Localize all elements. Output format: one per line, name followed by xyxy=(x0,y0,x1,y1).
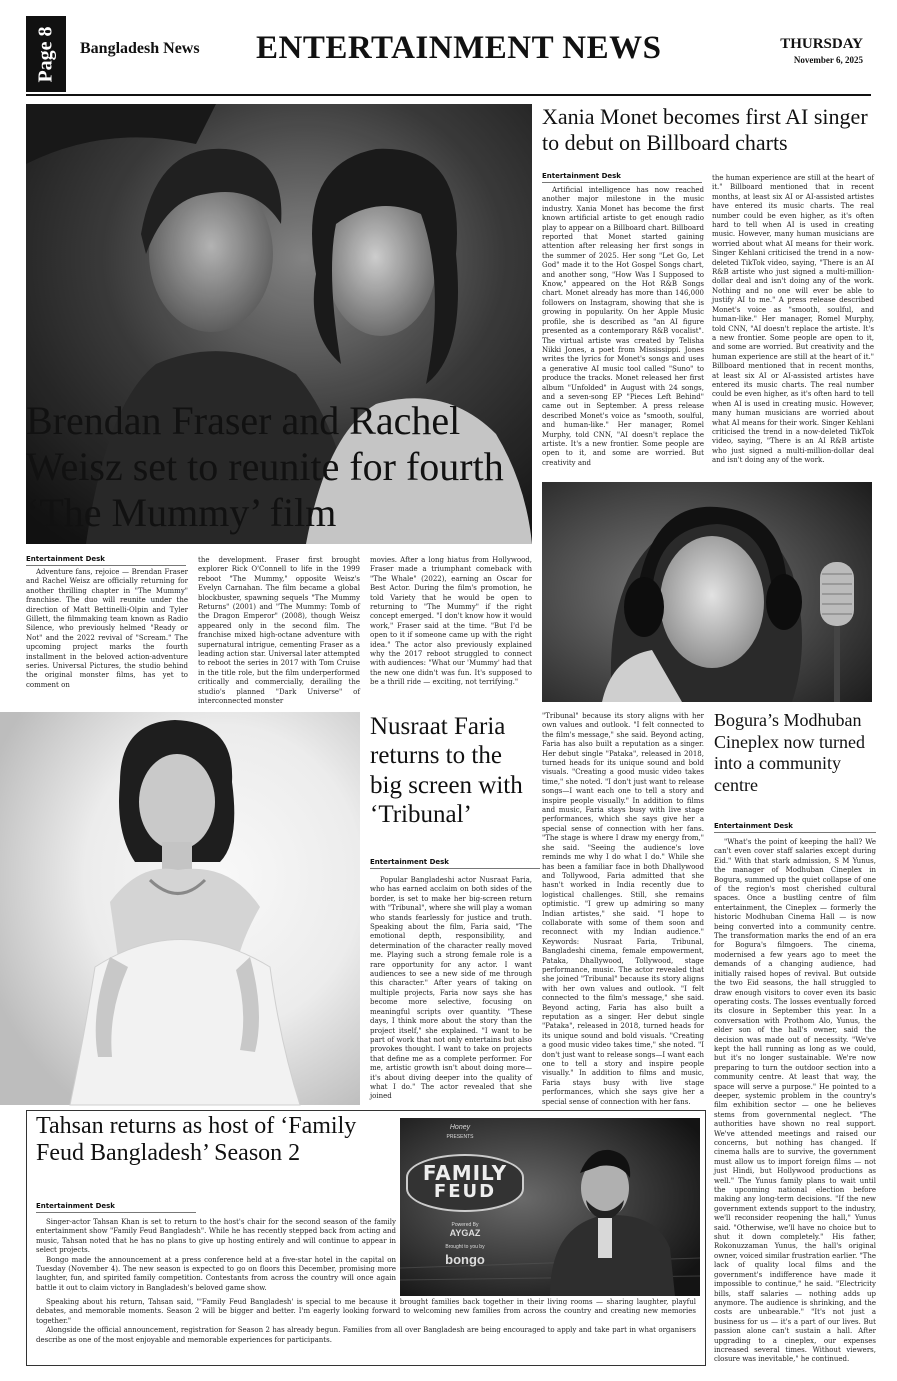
nusraat-col-2-text: "Tribunal" because its story aligns with her own values and outlook. "I felt connected to the film's message," she said. Beyond acting, Faria has also built a reputation as a singer. Her debut single "Pataka", released in 2018, turned heads for its unique sound and bold visuals. "Creating a good music video takes time," she noted. "I don't just want to release songs—I want each one to tell a story and inspire people visually." In addition to films and music, Faria stays busy with live stage performances, which she says give her a special sense of connection with her fans. "The stage is where I draw my energy from," she said. "Seeing the audience's love reminds me why I do what I do." While she has been a familiar face in both Dhallywood and Tollywood, Faria admitted that she hasn't worked in India recently due to logistical challenges. Still, she remains optimistic. "I grew up admiring so many Indian artistes," she said. "I hope to collaborate with some of them soon and reconnect with my Indian audience." Keywords: Nusraat Faria, Tribunal, Bangladeshi cinema, female empowerment, Pataka, Dhallywood, Tollywood, stage performance, music. The actor revealed that she joined "Tribunal" because its story aligns with her own values and outlook. "I felt connected to the film's message," she said. Beyond acting, Faria has also built a reputation as a singer. Her debut single "Pataka", released in 2018, turned heads for its unique sound and bold visuals. "Creating a good music video takes time," she noted. "I don't just want to release songs—I want each one to tell a story and inspire people visually." In addition to films and music, Faria stays busy with live stage performances, which she says give her a special sense of connection with her fans. xyxy=(542,712,704,1106)
poster-powered: Powered By xyxy=(451,1222,479,1228)
nusraat-headline: Nusraat Faria returns to the big screen with ‘Tribunal’ xyxy=(370,713,523,828)
tahsan-p3: Speaking about his return, Tahsan said, "'Family Feud Bangladesh' is special to me because it brought families back together in their living rooms — sharing laughter, playful debates, and memorable moments. Season 2 will be bigger and better. I'm eagerly looking forward to welcoming new families from across the country and creating new memories together." xyxy=(36,1298,696,1325)
xania-col-1-text: Artificial intelligence has now reached another major milestone in the music industry. Xania Monet has become the first known artificial artiste to get enough radio play to appear on a Billboard chart. Billboard reported that Monet started gaining attention after releasing her first songs in the summer of 2025. Her song "Let Go, Let God" made it to the Hot Gospel Songs chart, and another song, "How Was I Supposed to Know," appeared on the Hot R&B Songs chart. Monet already has more than 146,000 followers on Instagram, showing that she is growing in popularity. On her Apple Music profile, she is described as "an AI figure presented as a contemporary R&B vocalist". The virtual artiste was created by Telisha Nikki Jones, a poet from Mississippi. Jones writes the lyrics for Monet's songs and uses a generative AI music tool called "Suno" to produce the tracks. Monet released her first album "Unfolded" in August with 24 songs, and a seven-song EP "Pieces Left Behind" came out in September. A press release described Monet's voice as "smooth, soulful, and human-like." Her manager, Romel Murphy, told CNN, "AI doesn't replace the artiste. It's a new frontier. Some people are open to it, and some are worried. But creativity and xyxy=(542,186,704,467)
mummy-col-1 xyxy=(26,568,188,702)
tahsan-desk: Entertainment Desk xyxy=(36,1202,115,1210)
poster-sponsor: Honey xyxy=(449,1124,471,1131)
page-number-tab xyxy=(26,16,66,92)
issue-date: November 6, 2025 xyxy=(793,55,863,65)
bogura-desk: Entertainment Desk xyxy=(714,822,793,830)
nusraat-photo-image xyxy=(0,712,360,1105)
section-title: ENTERTAINMENT NEWS xyxy=(256,30,662,66)
bogura-body xyxy=(714,838,876,1364)
xania-desk: Entertainment Desk xyxy=(542,172,621,180)
xania-col-1 xyxy=(542,186,704,478)
mummy-desk-line xyxy=(26,555,186,566)
page-label: Page 8 xyxy=(34,25,57,83)
bogura-headline: Bogura’s Modhuban Cineplex now turned into a community centre xyxy=(714,710,865,795)
masthead-rule xyxy=(26,94,871,96)
nusraat-desk-line xyxy=(370,858,540,869)
tahsan-p1: Singer-actor Tahsan Khan is set to return to the host's chair for the second season of the family entertainment show "Family Feud Bangladesh". While he has recently stepped back from acting and music, Tahsan noted that he has no plans to give up hosting entirely and will continue to appear in select projects. xyxy=(36,1218,396,1255)
poster-logo xyxy=(406,1154,524,1212)
nusraat-col-1-text: Popular Bangladeshi actor Nusraat Faria, who has earned acclaim on both sides of the border, is set to make her big-screen return with "Tribunal", where she will play a woman who stands fearlessly for justice and truth. Speaking about the film, Faria said, "The emotional depth, responsibility, and determination of the character really moved me. Playing such a strong female role is a rare opportunity for any actor. I want audiences to see a new side of me through this character." After years of taking on multiple projects, Faria now says she has become more selective, focusing on meaningful scripts over quantity. "These days, I think more about the story than the project itself," she explained. "I want to be part of work that not only entertains but also provokes thought. I want to take on projects that define me as a complete performer. For me, artistic growth isn't about doing more—it's about diving deeper into the quality of what I do." The actor revealed that she joined xyxy=(370,876,532,1101)
poster-logo-line2: FEUD xyxy=(433,1181,497,1202)
poster-logo-line1: FAMILY xyxy=(422,1161,508,1185)
xania-desk-line xyxy=(542,172,702,183)
family-feud-poster xyxy=(400,1118,700,1296)
nusraat-col-2 xyxy=(542,712,704,1106)
poster-powered-brand: AYGAZ xyxy=(449,1228,481,1238)
xania-col-2-text: the human experience are still at the heart of it." Billboard mentioned that in recent months, at least six AI or AI-assisted artistes have entered its music charts. The real number could be even higher, as it's often hard to tell when AI is used in creating music. However, many human musicians are worried about what AI means for their work. Singer Kehlani criticised the trend in a now-deleted TikTok video, saying, "There is an AI R&B artiste who just signed a multi-million-dollar deal and isn't doing any of the work. Nothing and no one will ever be able to justify AI to me." A press release described Monet's voice as "smooth, soulful, and human-like." Her manager, Romel Murphy, told CNN, "AI doesn't replace the artiste. It's a new frontier. Some people are open to it, and some are worried. But creativity and the human experience are still at the heart of it." Billboard mentioned that in recent months, at least six AI or AI-assisted artistes have entered its music charts. The real number could be even higher, as it's often hard to tell when AI is used in creating music. However, many human musicians are worried about what AI means for their work. Singer Kehlani criticised the trend in a now-deleted TikTok video, saying, "There is an AI R&B artiste who just signed a multi-million-dollar deal and isn't doing any of the work. xyxy=(712,174,874,465)
newspaper-name: Bangladesh News xyxy=(80,40,200,57)
poster-presents: PRESENTS xyxy=(446,1134,474,1140)
nusraat-desk: Entertainment Desk xyxy=(370,858,449,866)
poster-brought: Brought to you by xyxy=(445,1244,485,1250)
tahsan-desk-line xyxy=(36,1202,196,1213)
poster-brand: bongo xyxy=(445,1252,485,1267)
bogura-body-text: "What's the point of keeping the hall? We can't even cover staff salaries except during Eid." With that stark admission, S M Yunus, the manager of Modhuban Cineplex in Bogura, summed up the quiet collapse of one of the region's most cherished cultural spaces. Once a bustling centre of film entertainment, the Cineplex — formerly the historic Modhuban Cinema Hall — is now being converted into a community centre. The transformation marks the end of an era for Bogura's filmgoers. The cinema, modernised a few years ago to meet the demands of a changing audience, had initially raised hopes of revival. But outside the two Eid seasons, the hall struggled to draw enough visitors to cover even its basic operating costs. The losses eventually forced its closure in September this year. In a conversation with Prothom Alo, Yunus, the elder son of the hall's owner, said the decision was made out of necessity. "We've kept the hall running as long as we could, but it's no longer sustainable. We're now preparing to turn the outdoor section into a community centre. At least that way, the space will serve a purpose." He pointed to a deeper, systemic problem in the country's film exhibition sector — one he believes stems from governmental neglect. "The authorities have shown no real support. We've attended meetings and raised our concerns, but nothing has changed. If cinema halls are to survive, the government must allow us to import foreign films — not just Hindi, but Hollywood productions as well." The Yunus family plans to wait until the upcoming national election before making any long-term decisions. "If the new government extends support to the industry, we'll reconsider reopening the hall," Yunus said. "Otherwise, we'll have no choice but to shut it down completely." His father, Rokonuzzaman Yunus, the hall's original owner, voiced similar frustration earlier. "The lack of quality local films and the government's indifference have made it impossible to continue," he said. "Electricity bills, staff salaries — nothing adds up anymore. The audience is shrinking, and the costs are unbearable." "It's not just a business for us — it's a part of our lives. But passion alone can't sustain a hall. After upgrading to a cineplex, our expenses increased several times. Without viewers, closure was inevitable," he continued. xyxy=(714,838,876,1364)
tahsan-p4: Alongside the official announcement, registration for Season 2 has already begun. Families from all over Bangladesh are being encouraged to apply and take part in what organisers describe as one of the most enjoyable and memorable experiences for participants. xyxy=(36,1326,696,1344)
xania-photo-image xyxy=(542,482,872,702)
mummy-headline: Brendan Fraser and Rachel Weisz set to reunite for fourth ‘The Mummy’ film xyxy=(26,398,504,535)
issue-day: THURSDAY xyxy=(780,36,863,52)
tahsan-body-top xyxy=(36,1218,396,1298)
mummy-col-2 xyxy=(198,556,360,706)
mummy-desk: Entertainment Desk xyxy=(26,555,105,563)
xania-col-2 xyxy=(712,174,874,478)
mummy-col-3-text: movies. After a long hiatus from Hollywood, Fraser made a triumphant comeback with "The Whale" (2022), earning an Oscar for Best Actor. During the film's promotion, he told Variety that he would be open to returning to "The Mummy" if the right concept emerged. "I don't know how it would work," Fraser said at the time. "But I'd be open to it if someone came up with the right idea." The actor also previously explained why the 2017 reboot struggled to connect with audiences: "What our 'Mummy' had that the new one didn't was fun. It's supposed to be a thrill ride — exciting, not terrifying." xyxy=(370,556,532,687)
xania-headline: Xania Monet becomes first AI singer to debut on Billboard charts xyxy=(542,104,868,156)
tahsan-body-bottom xyxy=(36,1298,696,1362)
tahsan-headline: Tahsan returns as host of ‘Family Feud Bangladesh’ Season 2 xyxy=(36,1113,357,1166)
mummy-col-2-text: the development. Fraser first brought explorer Rick O'Connell to life in the 1999 reboot "The Mummy," opposite Weisz's Evelyn Carnahan. The film became a global blockbuster, spawning sequels "The Mummy Returns" (2001) and "The Mummy: Tomb of the Dragon Emperor" (2008), though Weisz appeared only in the second film. The franchise mixed high-octane adventure with supernatural intrigue, cementing Fraser as a leading action star. Universal later attempted to reboot the series in 2017 with Tom Cruise in the title role, but the film underperformed critically and commercially, derailing the studio's planned "Dark Universe" of interconnected monster xyxy=(198,556,360,706)
nusraat-photo xyxy=(0,712,360,1105)
bogura-desk-line xyxy=(714,822,876,833)
mummy-col-1-text: Adventure fans, rejoice — Brendan Fraser and Rachel Weisz are officially returning for another thrilling chapter in "The Mummy" franchise. The duo will reunite under the direction of Matt Bettinelli-Olpin and Tyler Gillett, the filmmaking team known as Radio Silence, who previously helmed "Ready or Not" and the 2022 revival of "Scream." The upcoming project marks the fourth installment in the beloved action-adventure series. Universal Pictures, the studio behind the original monster films, has yet to comment on xyxy=(26,568,188,689)
tahsan-p2: Bongo made the announcement at a press conference held at a five-star hotel in the capital on Tuesday (November 4). The new season is expected to go on floors this December, promising more laughter, fun, and spirited family competition. Contestants from across the country will once again battle it out to claim victory in Bangladesh's beloved game show. xyxy=(36,1255,396,1292)
mummy-col-3 xyxy=(370,556,532,702)
nusraat-col-1 xyxy=(370,876,532,1102)
xania-photo xyxy=(542,482,872,702)
